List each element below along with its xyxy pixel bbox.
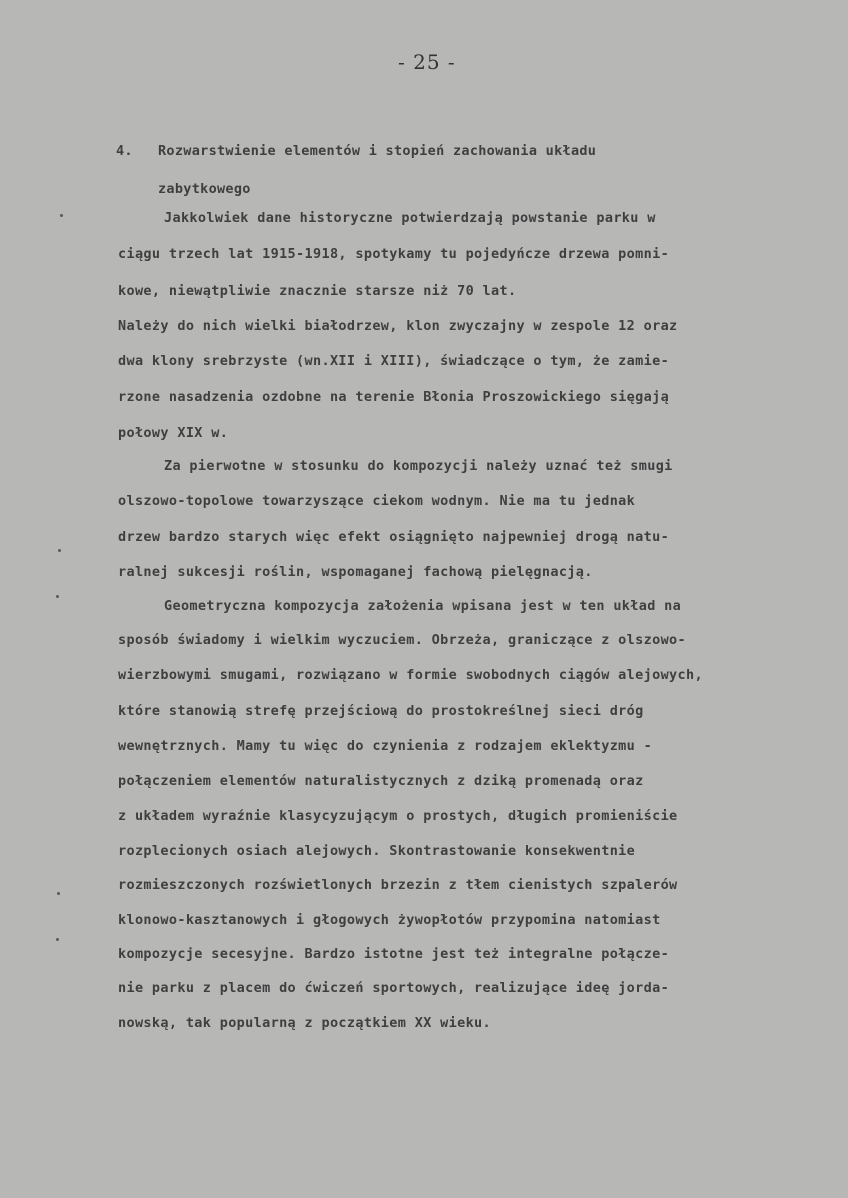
body-line: olszowo-topolowe towarzyszące ciekom wodnym. Nie ma tu jednak xyxy=(118,493,636,509)
body-line: połączeniem elementów naturalistycznych z dziką promenadą oraz xyxy=(118,773,644,789)
body-line: rozplecionych osiach alejowych. Skontrastowanie konsekwentnie xyxy=(118,843,636,859)
body-line: ralnej sukcesji roślin, wspomaganej fachową pielęgnacją. xyxy=(118,564,593,580)
body-line: z układem wyraźnie klasycyzującym o prostych, długich promieniście xyxy=(118,808,678,824)
scan-speck xyxy=(56,595,59,598)
body-line: dwa klony srebrzyste (wn.XII i XIII), świadczące o tym, że zamie- xyxy=(118,353,670,369)
body-line: wewnętrznych. Mamy tu więc do czynienia z rodzajem eklektyzmu - xyxy=(118,738,653,754)
page-number: - 25 - xyxy=(398,50,456,74)
body-line: połowy XIX w. xyxy=(118,425,229,441)
body-line: kompozycje secesyjne. Bardzo istotne jest też integralne połącze- xyxy=(118,946,670,962)
body-line: klonowo-kasztanowych i głogowych żywopłotów przypomina natomiast xyxy=(118,912,661,928)
body-line: nie parku z placem do ćwiczeń sportowych, realizujące ideę jorda- xyxy=(118,980,670,996)
body-line: sposób świadomy i wielkim wyczuciem. Obrzeża, graniczące z olszowo- xyxy=(118,632,687,648)
body-line: Geometryczna kompozycja założenia wpisana jest w ten układ na xyxy=(164,598,682,614)
scan-speck xyxy=(56,938,59,941)
body-line: które stanowią strefę przejściową do prostokreślnej sieci dróg xyxy=(118,703,644,719)
body-line: drzew bardzo starych więc efekt osiągnięto najpewniej drogą natu- xyxy=(118,529,670,545)
body-line: Jakkolwiek dane historyczne potwierdzają powstanie parku w xyxy=(164,210,656,226)
body-line: rzone nasadzenia ozdobne na terenie Błonia Proszowickiego sięgają xyxy=(118,389,670,405)
scan-speck xyxy=(58,549,61,552)
scan-speck xyxy=(60,214,63,217)
body-line: kowe, niewątpliwie znacznie starsze niż 70 lat. xyxy=(118,283,517,299)
body-line: rozmieszczonych rozświetlonych brzezin z tłem cienistych szpalerów xyxy=(118,877,678,893)
scan-speck xyxy=(57,892,60,895)
section-title-line1: Rozwarstwienie elementów i stopień zachowania układu xyxy=(158,143,597,159)
body-line: nowską, tak popularną z początkiem XX wieku. xyxy=(118,1015,492,1031)
body-line: Za pierwotne w stosunku do kompozycji należy uznać też smugi xyxy=(164,458,673,474)
section-heading xyxy=(116,132,596,208)
body-line: wierzbowymi smugami, rozwiązano w formie swobodnych ciągów alejowych, xyxy=(118,667,703,683)
section-number: 4. xyxy=(116,143,133,159)
body-line: ciągu trzech lat 1915-1918, spotykamy tu pojedyńcze drzewa pomni- xyxy=(118,246,670,262)
section-title-line2: zabytkowego xyxy=(158,181,251,197)
body-line: Należy do nich wielki białodrzew, klon zwyczajny w zespole 12 oraz xyxy=(118,318,678,334)
